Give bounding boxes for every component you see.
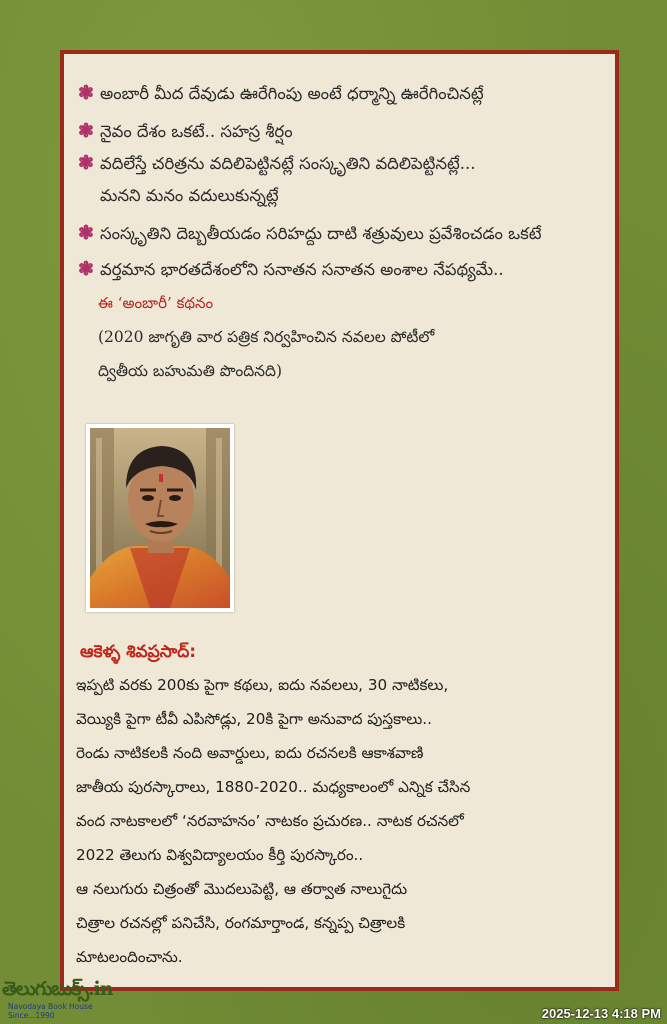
bio-line-3: రెండు నాటికలకి నంది అవార్డులు, ఐదు రచనలకి ఆకాశవాణి xyxy=(76,744,424,762)
flower-bullet-icon: ❃ xyxy=(78,258,94,280)
award-line-1: (2020 జాగృతి వార పత్రిక నిర్వహించిన నవలల పోటీలో xyxy=(98,328,435,346)
flower-bullet-icon: ❃ xyxy=(78,82,94,104)
photo-timestamp: 2025-12-13 4:18 PM xyxy=(541,1006,661,1021)
blurb-line-2: ❃ నైవం దేశం ఒకటే.. సహస్ర శీర్షం xyxy=(78,120,293,142)
bio-line-5: వంద నాటకాలలో ‘నరవాహనం’ నాటకం ప్రచురణ.. నాటక రచనలో xyxy=(76,812,464,830)
publisher-subtitle: Navodaya Book House Since...1990 xyxy=(8,1002,93,1020)
bio-line-1: ఇప్పటి వరకు 200కు పైగా కథలు, ఐదు నవలలు, 30 నాటికలు, xyxy=(76,676,449,694)
flower-bullet-icon: ❃ xyxy=(78,152,94,174)
author-photo xyxy=(86,424,234,612)
flower-bullet-icon: ❃ xyxy=(78,222,94,244)
flower-bullet-icon: ❃ xyxy=(78,120,94,142)
bio-line-8: చిత్రాల రచనల్లో పనిచేసి, రంగమార్తాండ, కన్నప్ప చిత్రాలకి xyxy=(76,914,406,932)
bio-line-2: వెయ్యికి పైగా టీవీ ఎపిసోడ్లు, 20కి పైగా అనువాద పుస్తకాలు.. xyxy=(76,710,432,728)
bio-line-9: మాటలందించాను. xyxy=(76,948,183,966)
publisher-watermark xyxy=(2,978,132,1022)
bio-line-7: ఆ నలుగురు చిత్రంతో మొదలుపెట్టి, ఆ తర్వాత నాలుగైదు xyxy=(76,880,408,898)
blurb-line-4: మనని మనం వదులుకున్నట్లే xyxy=(100,186,279,205)
award-line-2: ద్వితీయ బహుమతి పొందినది) xyxy=(98,362,283,380)
author-name: ఆకెళ్ళ శివప్రసాద్: xyxy=(80,642,197,662)
bio-line-4: జాతీయ పురస్కారాలు, 1880-2020.. మధ్యకాలంలో ఎన్నిక చేసిన xyxy=(76,778,471,796)
blurb-line-5: ❃ సంస్కృతిని దెబ్బతీయడం సరిహద్దు దాటి శత్రువులు ప్రవేశించడం ఒకటే xyxy=(78,222,542,244)
blurb-line-3: ❃ వదిలేస్తే చరిత్రను వదిలిపెట్టినట్లే సంస్కృతిని వదిలిపెట్టినట్లే... xyxy=(78,152,476,174)
blurb-subtitle: ఈ ‘అంబారీ’ కథనం xyxy=(98,294,214,312)
blurb-line-1: ❃ అంబారీ మీద దేవుడు ఊరేగింపు అంటే ధర్మాన్ని ఊరేగించినట్లే xyxy=(78,82,484,104)
publisher-logo: తెలుగుబుక్స్.in xyxy=(2,978,113,1000)
content-panel xyxy=(60,50,619,991)
blurb-line-6: ❃ వర్తమాన భారతదేశంలోని సనాతన సనాతన అంశాల నేపథ్యమే.. xyxy=(78,258,504,280)
bio-line-6: 2022 తెలుగు విశ్వవిద్యాలయం కీర్తి పురస్కారం.. xyxy=(76,846,364,864)
author-portrait-image xyxy=(90,428,230,608)
